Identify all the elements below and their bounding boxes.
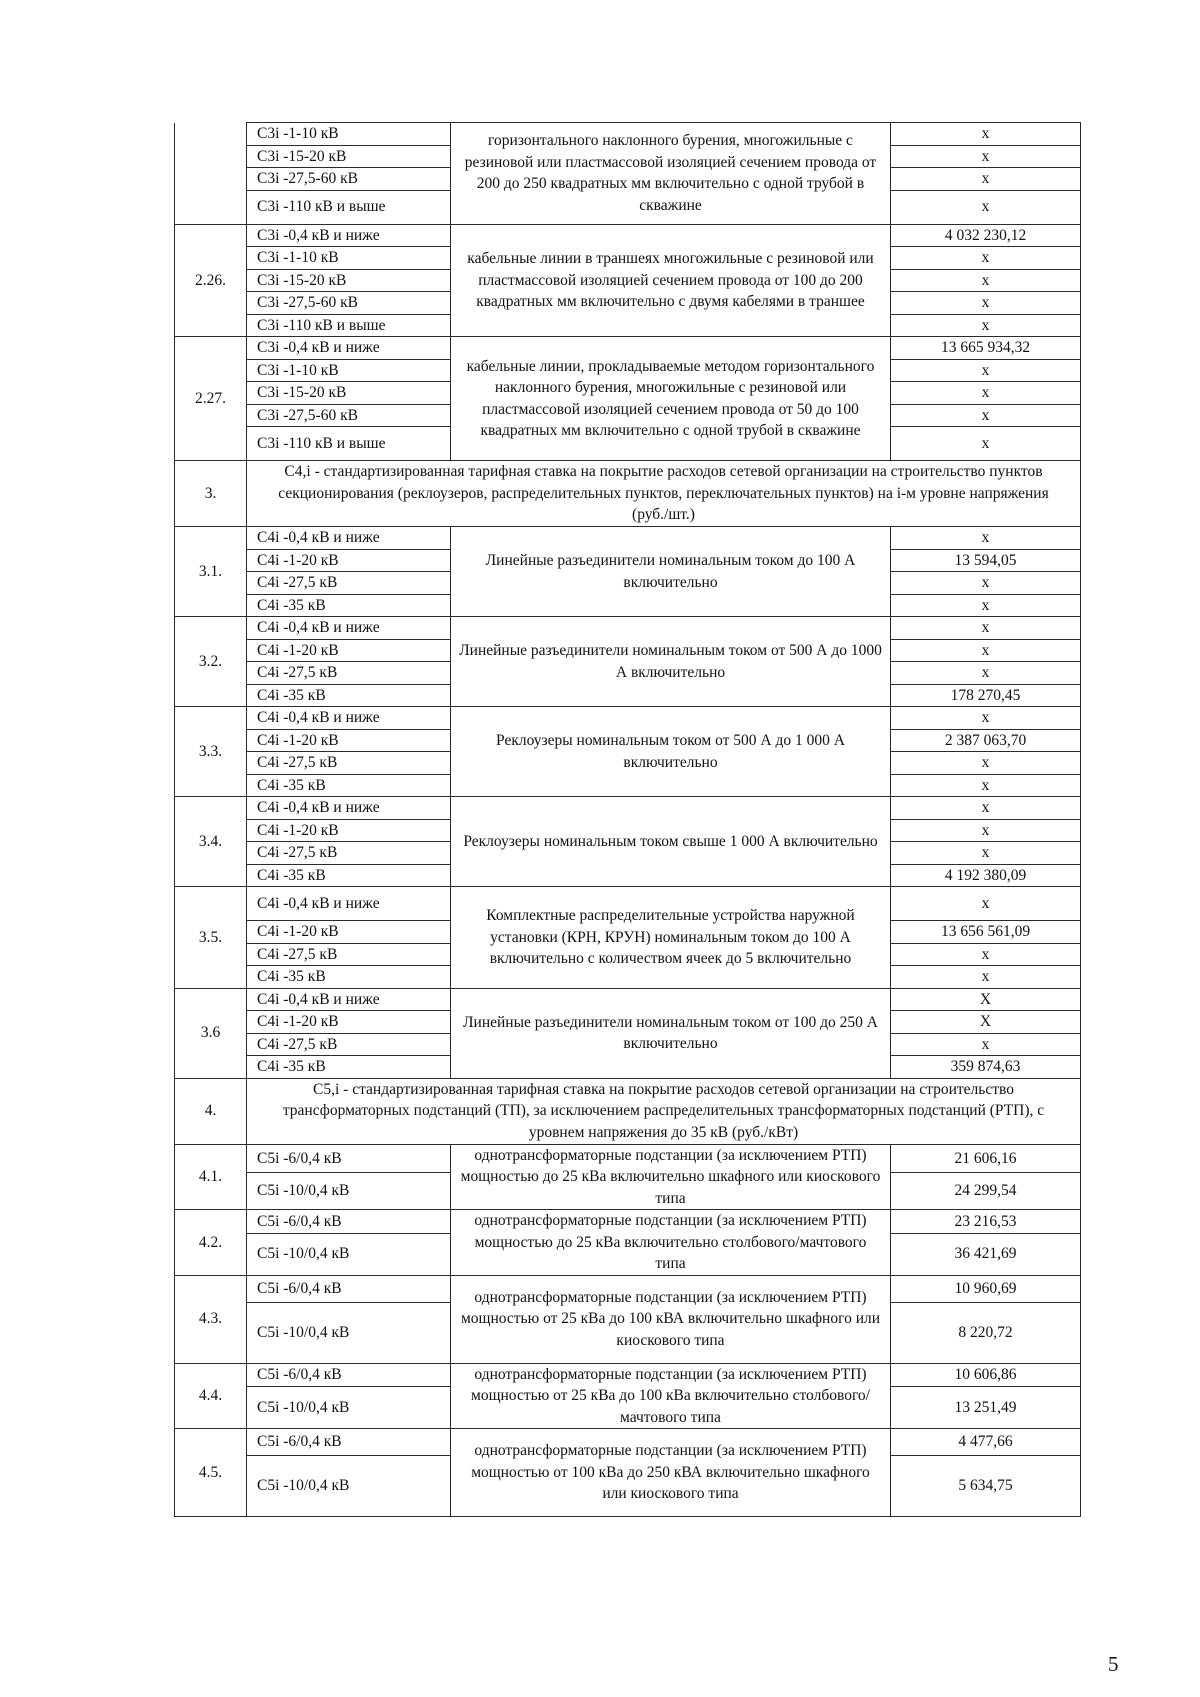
rate-value: х <box>891 247 1081 270</box>
voltage-code: С4i -27,5 кВ <box>247 1033 451 1056</box>
table-row <box>175 988 1081 1011</box>
row-number: 3.2. <box>175 617 247 707</box>
voltage-code: С4i -1-20 кВ <box>247 639 451 662</box>
rate-value: х <box>891 617 1081 640</box>
table-row <box>175 1275 1081 1302</box>
item-description: Линейные разъединители номинальным током до 100 А включительно <box>451 527 891 617</box>
item-description: однотрансформаторные подстанции (за исключением РТП) мощностью до 25 кВа включительно столбового/мачтового типа <box>451 1210 891 1276</box>
rate-value: 13 594,05 <box>891 549 1081 572</box>
rate-value: Х <box>891 1011 1081 1034</box>
row-number: 3.1. <box>175 527 247 617</box>
voltage-code: С4i -27,5 кВ <box>247 943 451 966</box>
voltage-code: С5i -6/0,4 кВ <box>247 1144 451 1173</box>
table-row <box>175 1429 1081 1456</box>
voltage-code: С4i -1-20 кВ <box>247 549 451 572</box>
rate-value: 8 220,72 <box>891 1302 1081 1363</box>
voltage-code: С4i -35 кВ <box>247 594 451 617</box>
rate-value: х <box>891 966 1081 989</box>
voltage-code: С4i -1-20 кВ <box>247 1011 451 1034</box>
rate-value: х <box>891 527 1081 550</box>
table-row <box>175 1144 1081 1173</box>
row-number-cell <box>175 123 247 225</box>
rate-value: х <box>891 797 1081 820</box>
rate-value: 13 656 561,09 <box>891 921 1081 944</box>
item-description: однотрансформаторные подстанции (за исключением РТП) мощностью от 25 кВа до 100 кВа включительно столбового/мачтового типа <box>451 1363 891 1429</box>
voltage-code: С4i -35 кВ <box>247 864 451 887</box>
voltage-code: С3i -110 кВ и выше <box>247 190 451 224</box>
row-number: 3.5. <box>175 887 247 989</box>
row-number: 4.2. <box>175 1210 247 1276</box>
rate-value: х <box>891 123 1081 146</box>
rate-value: х <box>891 943 1081 966</box>
row-number: 3.6 <box>175 988 247 1078</box>
rate-value: 178 270,45 <box>891 684 1081 707</box>
table-row <box>175 123 1081 146</box>
section-header-row <box>175 1078 1081 1144</box>
section-title: С4,i - стандартизированная тарифная ставка на покрытие расходов сетевой организации на строительство пунктов секционирования (реклоузеров, распределительных пунктов, переключательных пунктов) на i-м уровне напряжения (руб./шт.) <box>247 461 1081 527</box>
voltage-code: С5i -6/0,4 кВ <box>247 1275 451 1302</box>
table-row <box>175 337 1081 360</box>
rate-value: х <box>891 145 1081 168</box>
rate-value: 4 192 380,09 <box>891 864 1081 887</box>
rate-value: 4 032 230,12 <box>891 224 1081 247</box>
voltage-code: С3i -110 кВ и выше <box>247 314 451 337</box>
voltage-code: С3i -1-10 кВ <box>247 247 451 270</box>
voltage-code: С4i -27,5 кВ <box>247 752 451 775</box>
item-description: однотрансформаторные подстанции (за исключением РТП) мощностью от 25 кВа до 100 кВА включительно шкафного или киоскового типа <box>451 1275 891 1363</box>
item-description: Реклоузеры номинальным током от 500 А до 1 000 А включительно <box>451 707 891 797</box>
rate-value: х <box>891 1033 1081 1056</box>
table-row <box>175 707 1081 730</box>
rate-value: 10 960,69 <box>891 1275 1081 1302</box>
rate-value: х <box>891 594 1081 617</box>
row-number: 4.5. <box>175 1429 247 1517</box>
rate-value: х <box>891 774 1081 797</box>
rate-value: 23 216,53 <box>891 1210 1081 1234</box>
voltage-code: С4i -27,5 кВ <box>247 572 451 595</box>
voltage-code: С5i -10/0,4 кВ <box>247 1456 451 1517</box>
voltage-code: С4i -35 кВ <box>247 1056 451 1079</box>
rate-value: 36 421,69 <box>891 1233 1081 1275</box>
voltage-code: С4i -35 кВ <box>247 684 451 707</box>
item-description: кабельные линии в траншеях многожильные с резиновой или пластмассовой изоляцией сечением провода от 100 до 200 квадратных мм включительно с двумя кабелями в траншее <box>451 224 891 337</box>
tariff-table-body <box>175 123 1081 1517</box>
table-row <box>175 527 1081 550</box>
voltage-code: С4i -27,5 кВ <box>247 842 451 865</box>
rate-value: х <box>891 190 1081 224</box>
section-title: С5,i - стандартизированная тарифная ставка на покрытие расходов сетевой организации на строительство трансформаторных подстанций (ТП), за исключением распределительных трансформаторных подстанций (РТП), с уровнем напряжения до 35 кВ (руб./кВт) <box>247 1078 1081 1144</box>
item-description: однотрансформаторные подстанции (за исключением РТП) мощностью до 25 кВа включительно шкафного или киоскового типа <box>451 1144 891 1210</box>
voltage-code: С4i -0,4 кВ и ниже <box>247 707 451 730</box>
rate-value: 5 634,75 <box>891 1456 1081 1517</box>
voltage-code: С4i -1-20 кВ <box>247 819 451 842</box>
rate-value: х <box>891 887 1081 921</box>
voltage-code: С3i -27,5-60 кВ <box>247 292 451 315</box>
voltage-code: С4i -0,4 кВ и ниже <box>247 988 451 1011</box>
table-row <box>175 797 1081 820</box>
rate-value: х <box>891 314 1081 337</box>
voltage-code: С3i -0,4 кВ и ниже <box>247 337 451 360</box>
voltage-code: С4i -35 кВ <box>247 774 451 797</box>
voltage-code: С4i -0,4 кВ и ниже <box>247 527 451 550</box>
rate-value: х <box>891 572 1081 595</box>
voltage-code: С4i -1-20 кВ <box>247 921 451 944</box>
rate-value: 21 606,16 <box>891 1144 1081 1173</box>
rate-value: х <box>891 819 1081 842</box>
item-description: однотрансформаторные подстанции (за исключением РТП) мощностью от 100 кВа до 250 кВА включительно шкафного или киоскового типа <box>451 1429 891 1517</box>
item-description: горизонтального наклонного бурения, многожильные с резиновой или пластмассовой изоляцией сечением провода от 200 до 250 квадратных мм включительно с одной трубой в скважине <box>451 123 891 225</box>
voltage-code: С5i -10/0,4 кВ <box>247 1302 451 1363</box>
rate-value: х <box>891 404 1081 427</box>
rate-value: 2 387 063,70 <box>891 729 1081 752</box>
rate-value: 13 665 934,32 <box>891 337 1081 360</box>
rate-value: х <box>891 707 1081 730</box>
voltage-code: С4i -0,4 кВ и ниже <box>247 617 451 640</box>
rate-value: х <box>891 168 1081 191</box>
rate-value: х <box>891 269 1081 292</box>
voltage-code: С3i -27,5-60 кВ <box>247 404 451 427</box>
voltage-code: С3i -27,5-60 кВ <box>247 168 451 191</box>
page-number: 5 <box>1108 1652 1119 1676</box>
item-description: Реклоузеры номинальным током свыше 1 000 А включительно <box>451 797 891 887</box>
section-header-row <box>175 461 1081 527</box>
voltage-code: С4i -27,5 кВ <box>247 662 451 685</box>
voltage-code: С5i -6/0,4 кВ <box>247 1429 451 1456</box>
row-number: 2.27. <box>175 337 247 461</box>
voltage-code: С4i -1-20 кВ <box>247 729 451 752</box>
voltage-code: С4i -35 кВ <box>247 966 451 989</box>
section-number: 4. <box>175 1078 247 1144</box>
rate-value: х <box>891 292 1081 315</box>
tariff-table <box>174 122 1081 1517</box>
voltage-code: С4i -0,4 кВ и ниже <box>247 887 451 921</box>
voltage-code: С5i -10/0,4 кВ <box>247 1233 451 1275</box>
voltage-code: С4i -0,4 кВ и ниже <box>247 797 451 820</box>
rate-value: 24 299,54 <box>891 1173 1081 1210</box>
voltage-code: С3i -1-10 кВ <box>247 359 451 382</box>
voltage-code: С5i -6/0,4 кВ <box>247 1363 451 1387</box>
item-description: Линейные разъединители номинальным током от 100 до 250 А включительно <box>451 988 891 1078</box>
rate-value: 359 874,63 <box>891 1056 1081 1079</box>
rate-value: х <box>891 662 1081 685</box>
rate-value: х <box>891 359 1081 382</box>
row-number: 3.3. <box>175 707 247 797</box>
voltage-code: С3i -15-20 кВ <box>247 145 451 168</box>
rate-value: х <box>891 842 1081 865</box>
voltage-code: С3i -15-20 кВ <box>247 382 451 405</box>
table-row <box>175 617 1081 640</box>
voltage-code: С3i -1-10 кВ <box>247 123 451 146</box>
row-number: 2.26. <box>175 224 247 337</box>
row-number: 4.3. <box>175 1275 247 1363</box>
voltage-code: С3i -110 кВ и выше <box>247 427 451 461</box>
table-row <box>175 224 1081 247</box>
rate-value: 13 251,49 <box>891 1387 1081 1429</box>
voltage-code: С3i -0,4 кВ и ниже <box>247 224 451 247</box>
voltage-code: С3i -15-20 кВ <box>247 269 451 292</box>
table-row <box>175 1363 1081 1387</box>
table-row <box>175 887 1081 921</box>
row-number: 4.1. <box>175 1144 247 1210</box>
row-number: 3.4. <box>175 797 247 887</box>
rate-value: 4 477,66 <box>891 1429 1081 1456</box>
voltage-code: С5i -10/0,4 кВ <box>247 1173 451 1210</box>
table-row <box>175 1210 1081 1234</box>
section-number: 3. <box>175 461 247 527</box>
item-description: Линейные разъединители номинальным током от 500 А до 1000 А включительно <box>451 617 891 707</box>
row-number: 4.4. <box>175 1363 247 1429</box>
voltage-code: С5i -6/0,4 кВ <box>247 1210 451 1234</box>
item-description: Комплектные распределительные устройства наружной установки (КРН, КРУН) номинальным током до 100 А включительно с количеством ячеек до 5 включительно <box>451 887 891 989</box>
rate-value: Х <box>891 988 1081 1011</box>
rate-value: х <box>891 427 1081 461</box>
item-description: кабельные линии, прокладываемые методом горизонтального наклонного бурения, многожильные с резиновой или пластмассовой изоляцией сечением провода от 50 до 100 квадратных мм включительно с одной трубой в скважине <box>451 337 891 461</box>
rate-value: х <box>891 639 1081 662</box>
rate-value: 10 606,86 <box>891 1363 1081 1387</box>
rate-value: х <box>891 752 1081 775</box>
rate-value: х <box>891 382 1081 405</box>
voltage-code: С5i -10/0,4 кВ <box>247 1387 451 1429</box>
